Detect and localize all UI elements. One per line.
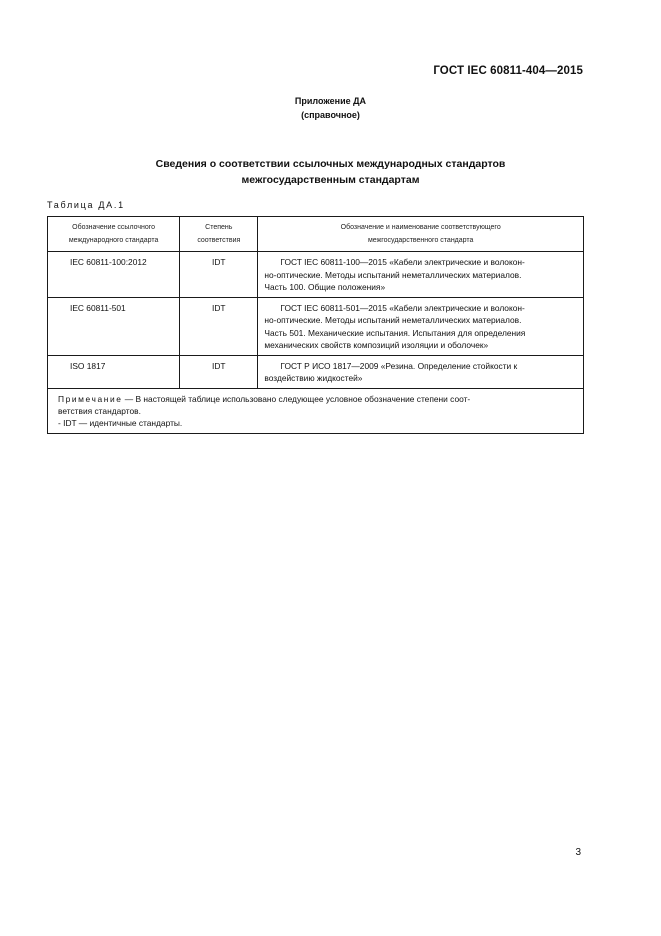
header-col3-line-1: Обозначение и наименование соответствующего: [340, 224, 501, 231]
header-conformity-degree: [180, 217, 258, 252]
appendix-note: (справочное): [301, 110, 360, 120]
row-2-degree: IDT: [180, 297, 258, 355]
note-label: Примечание: [58, 393, 123, 404]
table-row: [48, 297, 584, 355]
row-2-name-line-2: но-оптические. Методы испытаний неметаллических материалов.: [264, 315, 522, 325]
row-2-name-line-3: Часть 501. Механические испытания. Испытания для определения: [264, 327, 526, 338]
row-1-name-line-1-text: ГОСТ IEC 60811-100—2015 «Кабели электрические и волокон-: [280, 257, 525, 267]
note-line-3: - IDT — идентичные стандарты.: [58, 417, 183, 428]
note-line-1-text: — В настоящей таблице использовано следующее условное обозначение степени соот-: [122, 393, 471, 404]
page-number: 3: [575, 847, 581, 858]
row-2-name: [258, 297, 584, 355]
row-1-name-line-3: Часть 100. Общие положения»: [264, 282, 386, 292]
header-reference-standard: [48, 217, 180, 252]
header-col3-line-2: межгосударственного стандарта: [367, 237, 474, 244]
row-3-degree: IDT: [180, 355, 258, 388]
table-row: [48, 355, 584, 388]
row-2-name-line-4: механических свойств композиций изоляции и оболочек»: [264, 340, 489, 350]
table-caption: Таблица ДА.1: [47, 200, 125, 210]
row-1-name-line-2: но-оптические. Методы испытаний неметаллических материалов.: [264, 269, 522, 280]
row-2-name-line-1-text: ГОСТ IEC 60811-501—2015 «Кабели электрические и волокон-: [280, 302, 525, 313]
table-note: [48, 388, 584, 433]
row-1-code: IEC 60811-100:2012: [48, 252, 180, 298]
row-2-code: IEC 60811-501: [48, 297, 180, 355]
appendix-title: Приложение ДА: [294, 96, 367, 106]
document-code: ГОСТ IEC 60811-404—2015: [433, 65, 583, 77]
row-2-name-line-1: [264, 302, 579, 315]
standards-table: [47, 216, 584, 434]
row-3-name-line-1: [264, 360, 579, 373]
row-1-name: [258, 252, 584, 298]
header-col1-line-1: Обозначение ссылочного: [72, 224, 156, 231]
section-title-line-1: Сведения о соответствии ссылочных международных стандартов: [155, 158, 506, 170]
row-1-name-line-1: [264, 256, 579, 269]
row-3-name: [258, 355, 584, 388]
header-col2-line-2: соответствия: [197, 237, 241, 244]
header-col2-line-1: Степень: [205, 224, 233, 231]
row-3-name-line-1-text: ГОСТ Р ИСО 1817—2009 «Резина. Определение стойкости к: [280, 360, 518, 371]
header-interstate-standard: [258, 217, 584, 252]
note-line-2: ветствия стандартов.: [58, 405, 141, 416]
table-header-row: [48, 217, 584, 252]
row-3-name-line-2: воздействию жидкостей»: [264, 373, 363, 383]
row-3-code: ISO 1817: [48, 355, 180, 388]
section-title-line-2: межгосударственным стандартам: [241, 174, 420, 186]
table-note-row: [48, 388, 584, 433]
table-row: [48, 252, 584, 298]
header-col1-line-2: международного стандарта: [68, 237, 159, 244]
section-title: [0, 156, 661, 188]
row-1-degree: IDT: [180, 252, 258, 298]
note-line-1: [58, 393, 577, 405]
